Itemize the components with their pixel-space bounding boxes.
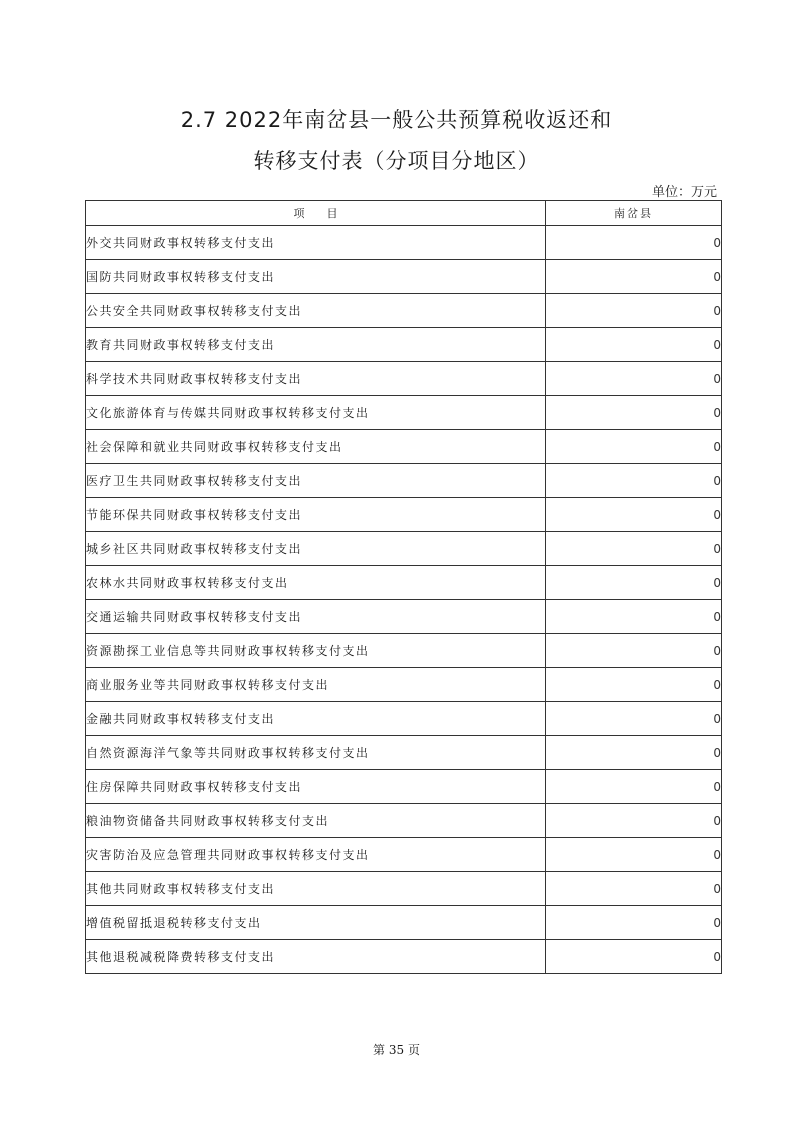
table-row [86, 668, 722, 702]
table-row [86, 940, 722, 974]
row-value: 0 [546, 668, 722, 702]
row-value: 0 [546, 396, 722, 430]
row-item-label: 资源勘探工业信息等共同财政事权转移支付支出 [86, 634, 546, 668]
table-row [86, 634, 722, 668]
table-row [86, 702, 722, 736]
row-value: 0 [546, 362, 722, 396]
table-row [86, 362, 722, 396]
row-item-label: 医疗卫生共同财政事权转移支付支出 [86, 464, 546, 498]
row-item-label: 国防共同财政事权转移支付支出 [86, 260, 546, 294]
row-value: 0 [546, 736, 722, 770]
table-row [86, 770, 722, 804]
row-value: 0 [546, 430, 722, 464]
row-value: 0 [546, 464, 722, 498]
row-value: 0 [546, 532, 722, 566]
row-value: 0 [546, 226, 722, 260]
row-item-label: 增值税留抵退税转移支付支出 [86, 906, 546, 940]
row-item-label: 城乡社区共同财政事权转移支付支出 [86, 532, 546, 566]
row-value: 0 [546, 634, 722, 668]
table-body [86, 226, 722, 974]
table-row [86, 838, 722, 872]
table-row [86, 260, 722, 294]
row-value: 0 [546, 838, 722, 872]
table-row [86, 566, 722, 600]
row-item-label: 粮油物资储备共同财政事权转移支付支出 [86, 804, 546, 838]
row-value: 0 [546, 940, 722, 974]
row-value: 0 [546, 600, 722, 634]
table-row [86, 226, 722, 260]
row-item-label: 节能环保共同财政事权转移支付支出 [86, 498, 546, 532]
row-item-label: 其他退税减税降费转移支付支出 [86, 940, 546, 974]
row-item-label: 其他共同财政事权转移支付支出 [86, 872, 546, 906]
table-row [86, 430, 722, 464]
table-row [86, 600, 722, 634]
row-value: 0 [546, 702, 722, 736]
row-value: 0 [546, 260, 722, 294]
table-row [86, 328, 722, 362]
row-value: 0 [546, 770, 722, 804]
row-item-label: 文化旅游体育与传媒共同财政事权转移支付支出 [86, 396, 546, 430]
row-item-label: 科学技术共同财政事权转移支付支出 [86, 362, 546, 396]
row-value: 0 [546, 872, 722, 906]
row-value: 0 [546, 906, 722, 940]
row-item-label: 社会保障和就业共同财政事权转移支付支出 [86, 430, 546, 464]
row-item-label: 自然资源海洋气象等共同财政事权转移支付支出 [86, 736, 546, 770]
row-value: 0 [546, 498, 722, 532]
unit-label: 单位：万元 [651, 185, 717, 200]
table-row [86, 906, 722, 940]
row-value: 0 [546, 328, 722, 362]
row-item-label: 交通运输共同财政事权转移支付支出 [86, 600, 546, 634]
transfer-payment-table [85, 200, 722, 974]
row-item-label: 住房保障共同财政事权转移支付支出 [86, 770, 546, 804]
table-row [86, 872, 722, 906]
table-row [86, 804, 722, 838]
row-value: 0 [546, 804, 722, 838]
page-number: 第 35 页 [373, 1043, 420, 1057]
page-title-line1: 2.7 2022年南岔县一般公共预算税收返还和 [180, 108, 613, 132]
table-row [86, 532, 722, 566]
column-header-county: 南岔县 [546, 201, 722, 226]
row-item-label: 公共安全共同财政事权转移支付支出 [86, 294, 546, 328]
table-row [86, 294, 722, 328]
table-row [86, 396, 722, 430]
table-row [86, 498, 722, 532]
row-item-label: 外交共同财政事权转移支付支出 [86, 226, 546, 260]
table-header-row [86, 201, 722, 226]
row-item-label: 农林水共同财政事权转移支付支出 [86, 566, 546, 600]
row-item-label: 灾害防治及应急管理共同财政事权转移支付支出 [86, 838, 546, 872]
row-item-label: 教育共同财政事权转移支付支出 [86, 328, 546, 362]
row-item-label: 金融共同财政事权转移支付支出 [86, 702, 546, 736]
table-row [86, 464, 722, 498]
column-header-item: 项目 [86, 201, 546, 226]
row-item-label: 商业服务业等共同财政事权转移支付支出 [86, 668, 546, 702]
row-value: 0 [546, 294, 722, 328]
page-title-line2: 转移支付表（分项目分地区） [253, 149, 540, 173]
row-value: 0 [546, 566, 722, 600]
table-row [86, 736, 722, 770]
